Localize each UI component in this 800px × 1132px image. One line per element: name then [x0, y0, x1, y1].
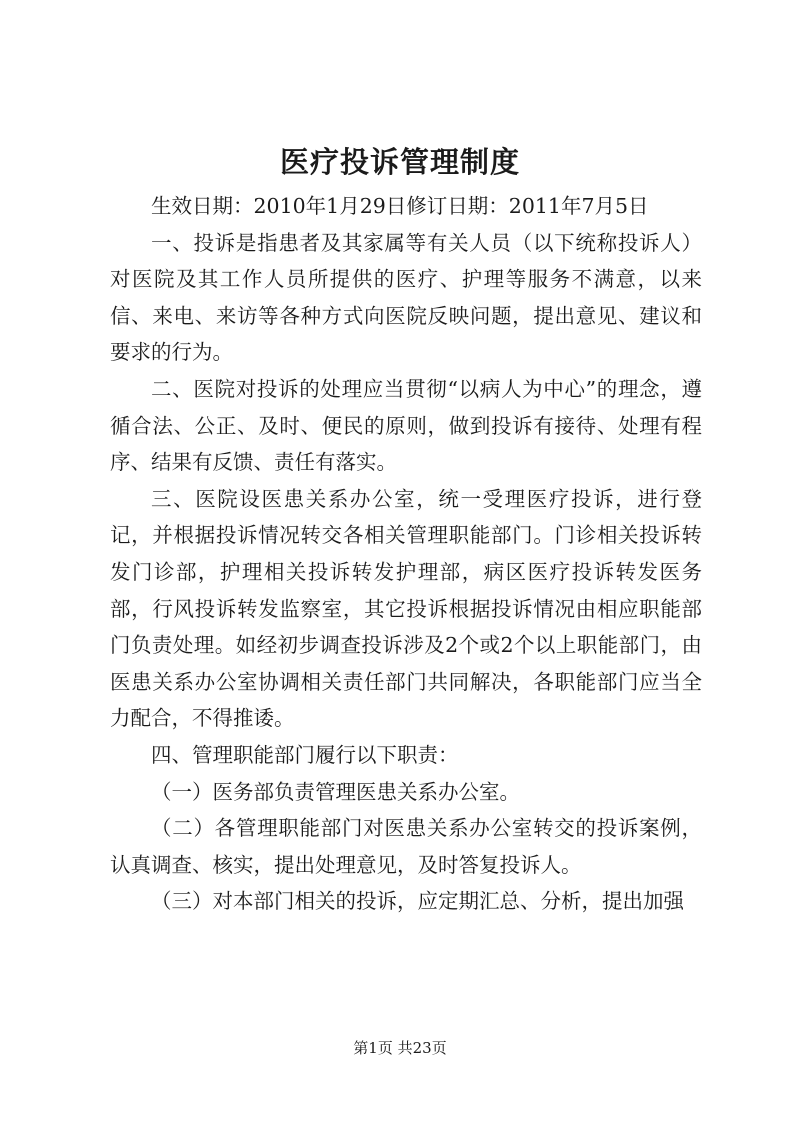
paragraph-3: 三、医院设医患关系办公室，统一受理医疗投诉，进行登记，并根据投诉情况转交各相关管理职能部门。门诊相关投诉转发门诊部，护理相关投诉转发护理部，病区医疗投诉转发医务部，行风投诉转发监察室，其它投诉根据投诉情况由相应职能部门负责处理。如经初步调查投诉涉及2个或2个以上职能部门，由医患关系办公室协调相关责任部门共同解决，各职能部门应当全力配合，不得推诿。: [110, 486, 702, 731]
page-number-footer: 第1页 共23页: [353, 1039, 447, 1057]
subitem-2: （二）各管理职能部门对医患关系办公室转交的投诉案例，认真调查、核实，提出处理意见，及时答复投诉人。: [110, 816, 702, 877]
document-title: 医疗投诉管理制度: [279, 145, 520, 179]
paragraph-2: 二、医院对投诉的处理应当贯彻“以病人为中心”的理念，遵循合法、公正、及时、便民的原则，做到投诉有接待、处理有程序、结果有反馈、责任有落实。: [110, 376, 702, 475]
paragraph-4: 四、管理职能部门履行以下职责：: [151, 742, 459, 767]
subitem-1: （一）医务部负责管理医患关系办公室。: [151, 779, 520, 804]
subitem-3: （三）对本部门相关的投诉，应定期汇总、分析，提出加强: [151, 889, 684, 914]
document-body: [110, 188, 702, 920]
effective-date-line: 生效日期：2010年1月29日修订日期：2011年7月5日: [151, 194, 649, 218]
paragraph-1: 一、投诉是指患者及其家属等有关人员（以下统称投诉人）对医院及其工作人员所提供的医疗、护理等服务不满意，以来信、来电、来访等各种方式向医院反映问题，提出意见、建议和要求的行为。: [110, 230, 702, 365]
